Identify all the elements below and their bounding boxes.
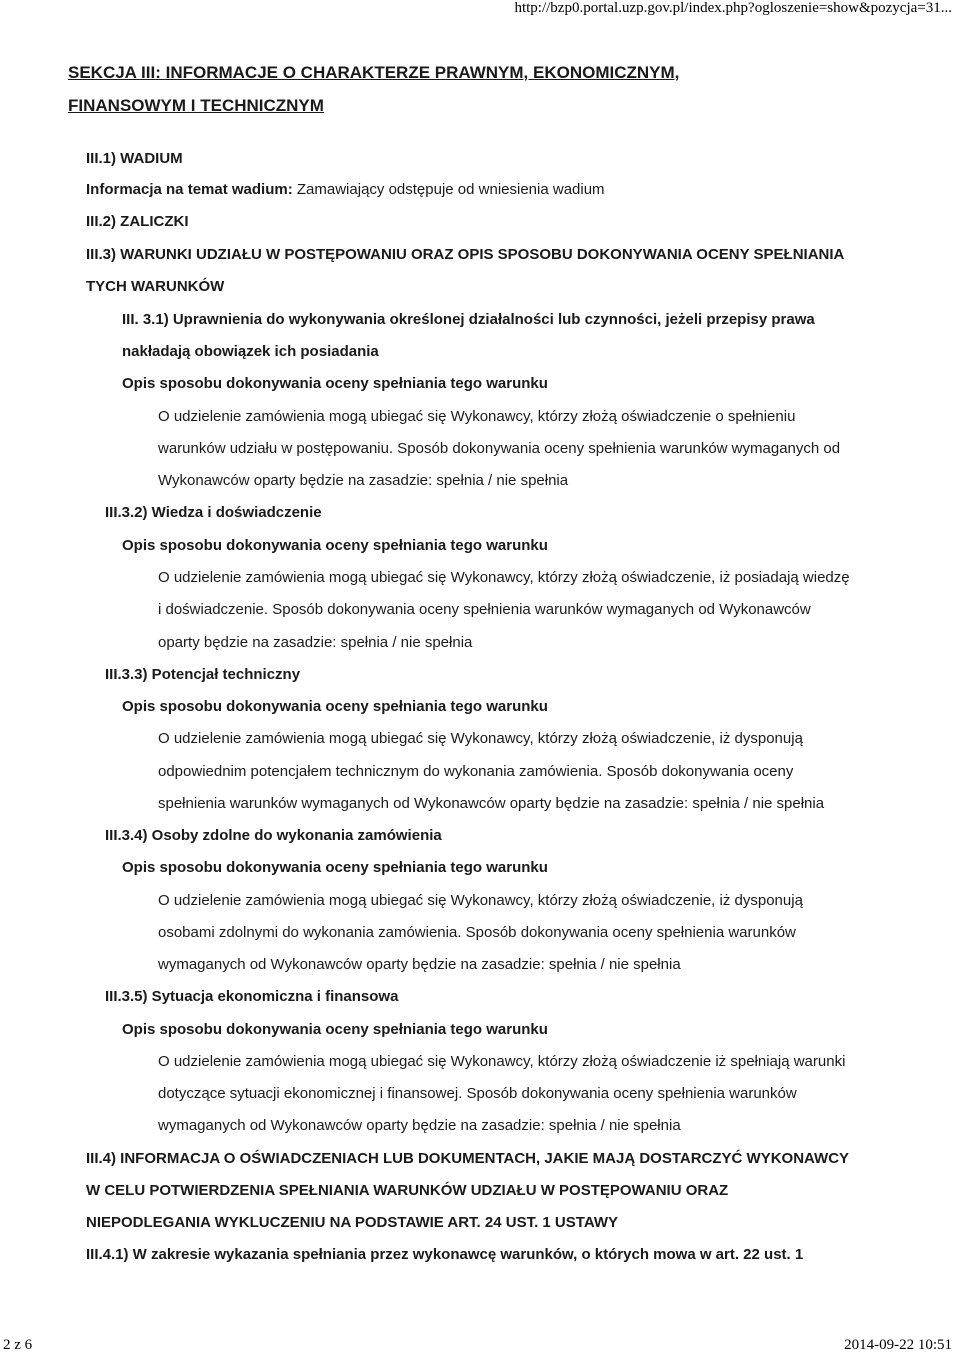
c3-opis-label: Opis sposobu dokonywania oceny spełniania tego warunku xyxy=(122,698,548,715)
page-number: 2 z 6 xyxy=(3,1337,33,1353)
s4-heading-line2: W CELU POTWIERDZENIA SPEŁNIANIA WARUNKÓW UDZIAŁU W POSTĘPOWANIU ORAZ xyxy=(86,1182,729,1199)
wadium-info-label: Informacja na temat wadium: xyxy=(86,181,293,198)
zaliczki-heading: III.2) ZALICZKI xyxy=(86,213,189,230)
wadium-heading: III.1) WADIUM xyxy=(86,150,183,167)
c4-text-line3: wymaganych od Wykonawców oparty będzie na zasadzie: spełnia / nie spełnia xyxy=(158,956,681,973)
c2-heading: III.3.2) Wiedza i doświadczenie xyxy=(105,504,322,521)
c1-text-line1: O udzielenie zamówienia mogą ubiegać się Wykonawcy, którzy złożą oświadczenie o spełnieniu xyxy=(158,408,796,425)
c5-text-line1: O udzielenie zamówienia mogą ubiegać się Wykonawcy, którzy złożą oświadczenie iż spełniają warunki xyxy=(158,1053,846,1070)
c5-text-line2: dotyczące sytuacji ekonomicznej i finansowej. Sposób dokonywania oceny spełnienia warunków xyxy=(158,1085,797,1102)
warunki-heading-line1: III.3) WARUNKI UDZIAŁU W POSTĘPOWANIU ORAZ OPIS SPOSOBU DOKONYWANIA OCENY SPEŁNIANIA xyxy=(86,246,845,263)
c5-opis-label: Opis sposobu dokonywania oceny spełniania tego warunku xyxy=(122,1021,548,1038)
c3-text-line1: O udzielenie zamówienia mogą ubiegać się Wykonawcy, którzy złożą oświadczenie, iż dysponują xyxy=(158,730,803,747)
s4-heading-line1: III.4) INFORMACJA O OŚWIADCZENIACH LUB DOKUMENTACH, JAKIE MAJĄ DOSTARCZYĆ WYKONAWCY xyxy=(86,1150,850,1167)
wadium-info xyxy=(86,181,605,199)
c1-heading-line1: III. 3.1) Uprawnienia do wykonywania określonej działalności lub czynności, jeżeli przepisy prawa xyxy=(122,311,815,328)
section-title-line1: SEKCJA III: INFORMACJE O CHARAKTERZE PRAWNYM, EKONOMICZNYM, xyxy=(68,63,680,82)
c2-text-line2: i doświadczenie. Sposób dokonywania oceny spełnienia warunków wymaganych od Wykonawców xyxy=(158,601,811,618)
c4-text-line2: osobami zdolnymi do wykonania zamówienia. Sposób dokonywania oceny spełnienia warunków xyxy=(158,924,796,941)
s4-heading-line3: NIEPODLEGANIA WYKLUCZENIU NA PODSTAWIE ART. 24 UST. 1 USTAWY xyxy=(86,1214,618,1231)
c3-text-line3: spełnienia warunków wymaganych od Wykonawców oparty będzie na zasadzie: spełnia / nie spełnia xyxy=(158,795,825,812)
c1-text-line3: Wykonawców oparty będzie na zasadzie: spełnia / nie spełnia xyxy=(158,472,569,489)
c3-heading: III.3.3) Potencjał techniczny xyxy=(105,666,301,683)
warunki-heading-line2: TYCH WARUNKÓW xyxy=(86,278,225,295)
c1-heading-line2: nakładają obowiązek ich posiadania xyxy=(122,343,379,360)
wadium-info-value: Zamawiający odstępuje od wniesienia wadium xyxy=(292,181,605,198)
c2-opis-label: Opis sposobu dokonywania oceny spełniania tego warunku xyxy=(122,537,548,554)
c1-text-line2: warunków udziału w postępowaniu. Sposób dokonywania oceny spełnienia warunków wymaganych od xyxy=(158,440,841,457)
c1-opis-label: Opis sposobu dokonywania oceny spełniania tego warunku xyxy=(122,375,548,392)
c5-heading: III.3.5) Sytuacja ekonomiczna i finansowa xyxy=(105,988,399,1005)
page-url: http://bzp0.portal.uzp.gov.pl/index.php?ogloszenie=show&pozycja=31... xyxy=(514,0,952,16)
section-title-line2: FINANSOWYM I TECHNICZNYM xyxy=(68,96,324,115)
c5-text-line3: wymaganych od Wykonawców oparty będzie na zasadzie: spełnia / nie spełnia xyxy=(158,1117,681,1134)
print-datetime: 2014-09-22 10:51 xyxy=(844,1337,952,1353)
c2-text-line1: O udzielenie zamówienia mogą ubiegać się Wykonawcy, którzy złożą oświadczenie, iż posiadają wiedzę xyxy=(158,569,850,586)
c4-heading: III.3.4) Osoby zdolne do wykonania zamówienia xyxy=(105,827,442,844)
c2-text-line3: oparty będzie na zasadzie: spełnia / nie spełnia xyxy=(158,634,473,651)
c4-opis-label: Opis sposobu dokonywania oceny spełniania tego warunku xyxy=(122,859,548,876)
c3-text-line2: odpowiednim potencjałem technicznym do wykonania zamówienia. Sposób dokonywania oceny xyxy=(158,763,794,780)
s4-subheading: III.4.1) W zakresie wykazania spełniania przez wykonawcę warunków, o których mowa w art. 22 ust. 1 xyxy=(86,1246,804,1263)
c4-text-line1: O udzielenie zamówienia mogą ubiegać się Wykonawcy, którzy złożą oświadczenie, iż dysponują xyxy=(158,892,803,909)
